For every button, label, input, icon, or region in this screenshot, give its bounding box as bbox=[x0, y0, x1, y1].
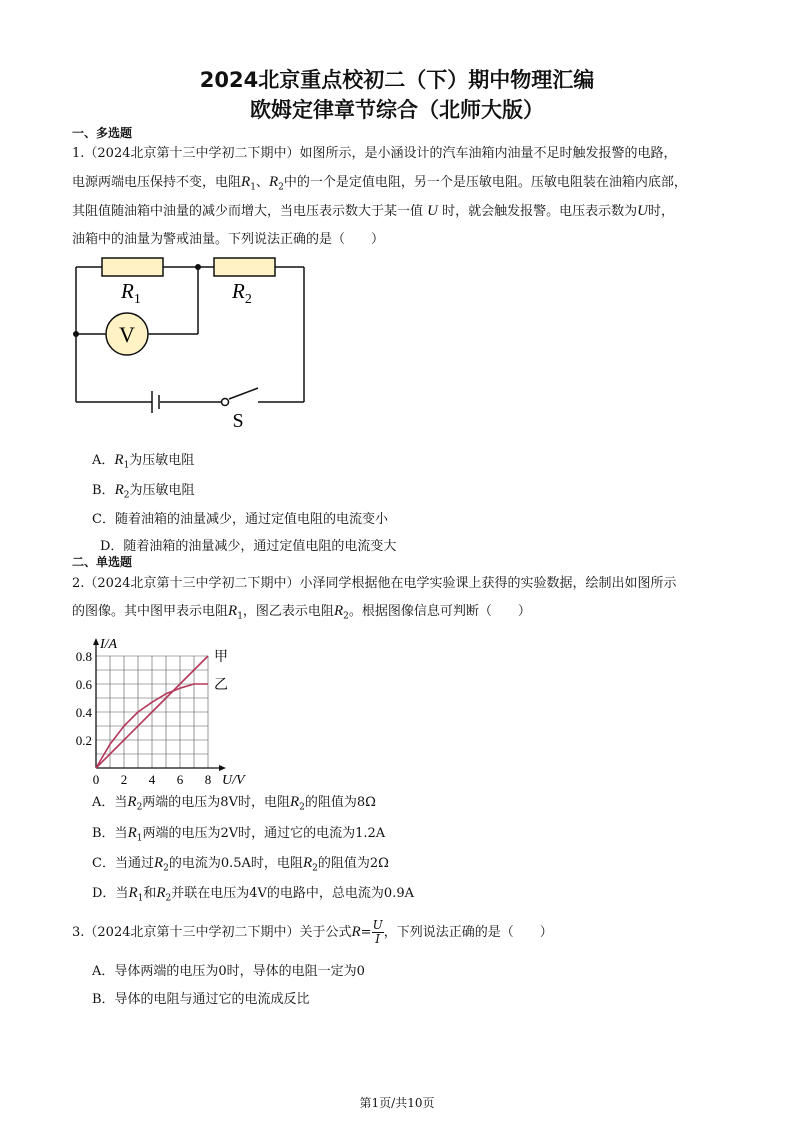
q2-option-c: C．当通过$R_2$的电流为0.5A时，电阻$R_2$的阻值为2Ω bbox=[92, 855, 389, 874]
circuit-label-r1: $R_1$ bbox=[121, 279, 141, 307]
junction-dot-left bbox=[73, 331, 79, 337]
q1-option-b: B．$R_2$为压敏电阻 bbox=[92, 482, 195, 501]
switch-label: S bbox=[232, 410, 244, 432]
x-axis-label: U/V bbox=[222, 773, 245, 784]
y-tick-label: 0.2 bbox=[75, 733, 92, 748]
q1-option-a: A．$R_1$为压敏电阻 bbox=[92, 452, 195, 471]
resistor-r2 bbox=[214, 258, 275, 276]
y-tick-label: 0.8 bbox=[75, 649, 92, 664]
circuit-label-r2: $R_2$ bbox=[232, 279, 252, 307]
x-tick-label: 6 bbox=[176, 772, 184, 784]
x-tick-label: 0 bbox=[92, 772, 100, 784]
section-heading-single: 二、单选题 bbox=[72, 555, 133, 569]
circuit-diagram bbox=[66, 252, 316, 432]
q3-option-b: B．导体的电阻与通过它的电流成反比 bbox=[92, 992, 310, 1007]
series-label-yi: 乙 bbox=[214, 678, 228, 693]
junction-dot-top bbox=[195, 264, 201, 270]
formula-fraction: $\frac{U}{I}$ bbox=[372, 918, 383, 946]
q2-option-b: B．当$R_1$两端的电压为2V时，通过它的电流为1.2A bbox=[92, 825, 386, 844]
page-title: 2024北京重点校初二（下）期中物理汇编 bbox=[199, 68, 595, 92]
x-axis-arrow bbox=[219, 765, 226, 771]
resistor-r1 bbox=[102, 258, 163, 276]
q1-option-c: C．随着油箱的油量减少，通过定值电阻的电流变小 bbox=[92, 512, 388, 527]
q2-option-a: A．当$R_2$两端的电压为8V时，电阻$R_2$的阻值为8Ω bbox=[92, 794, 376, 813]
y-tick-label: 0.6 bbox=[75, 677, 92, 692]
q3-option-a: A．导体两端的电压为0时，导体的电阻一定为0 bbox=[92, 964, 365, 979]
y-axis-label: I/A bbox=[100, 637, 118, 652]
x-tick-label: 2 bbox=[120, 772, 128, 784]
iu-chart bbox=[66, 624, 266, 784]
q2-option-d: D．当$R_1$和$R_2$并联在电压为4V的电路中，总电流为0.9A bbox=[92, 885, 414, 904]
q1-line2: 电源两端电压保持不变，电阻$R_1$、$R_2$中的一个是定值电阻，另一个是压敏电阻。压敏电阻装在油箱内底部， bbox=[72, 174, 687, 193]
q2-line2: 的图像。其中图甲表示电阻$R_1$，图乙表示电阻$R_2$。根据图像信息可判断（ ） bbox=[72, 603, 531, 622]
section-heading-multi: 一、多选题 bbox=[72, 126, 133, 140]
q3-line1: 3.（2024北京第十三中学初二下期中）关于公式R= $\frac{U}{I}$ ，下列说法正确的是（ ） bbox=[72, 918, 553, 946]
q2-line1: 2.（2024北京第十三中学初二下期中）小泽同学根据他在电学实验课上获得的实验数据，绘制出如图所示 bbox=[72, 576, 677, 591]
x-tick-label: 8 bbox=[204, 772, 212, 784]
page-footer: 第1页/共10页 bbox=[359, 1096, 435, 1110]
series-label-jia: 甲 bbox=[214, 650, 228, 665]
q1-line4: 油箱中的油量为警戒油量。下列说法正确的是（ ） bbox=[72, 232, 385, 247]
page-subtitle: 欧姆定律章节综合（北师大版） bbox=[250, 98, 544, 122]
y-axis-arrow bbox=[93, 638, 99, 645]
switch-contact bbox=[222, 399, 229, 406]
q1-line1: 1.（2024北京第十三中学初二下期中）如图所示，是小涵设计的汽车油箱内油量不足时触发报警的电路， bbox=[72, 146, 677, 161]
q1-line3: 其阻值随油箱中油量的减少而增大，当电压表示数大于某一值 U 时，就会触发报警。电压表示数为U时， bbox=[72, 203, 675, 219]
x-tick-label: 4 bbox=[148, 772, 156, 784]
voltmeter-label: V bbox=[119, 322, 135, 347]
q1-option-d: D．随着油箱的油量减少，通过定值电阻的电流变大 bbox=[100, 539, 397, 554]
y-tick-label: 0.4 bbox=[75, 705, 92, 720]
